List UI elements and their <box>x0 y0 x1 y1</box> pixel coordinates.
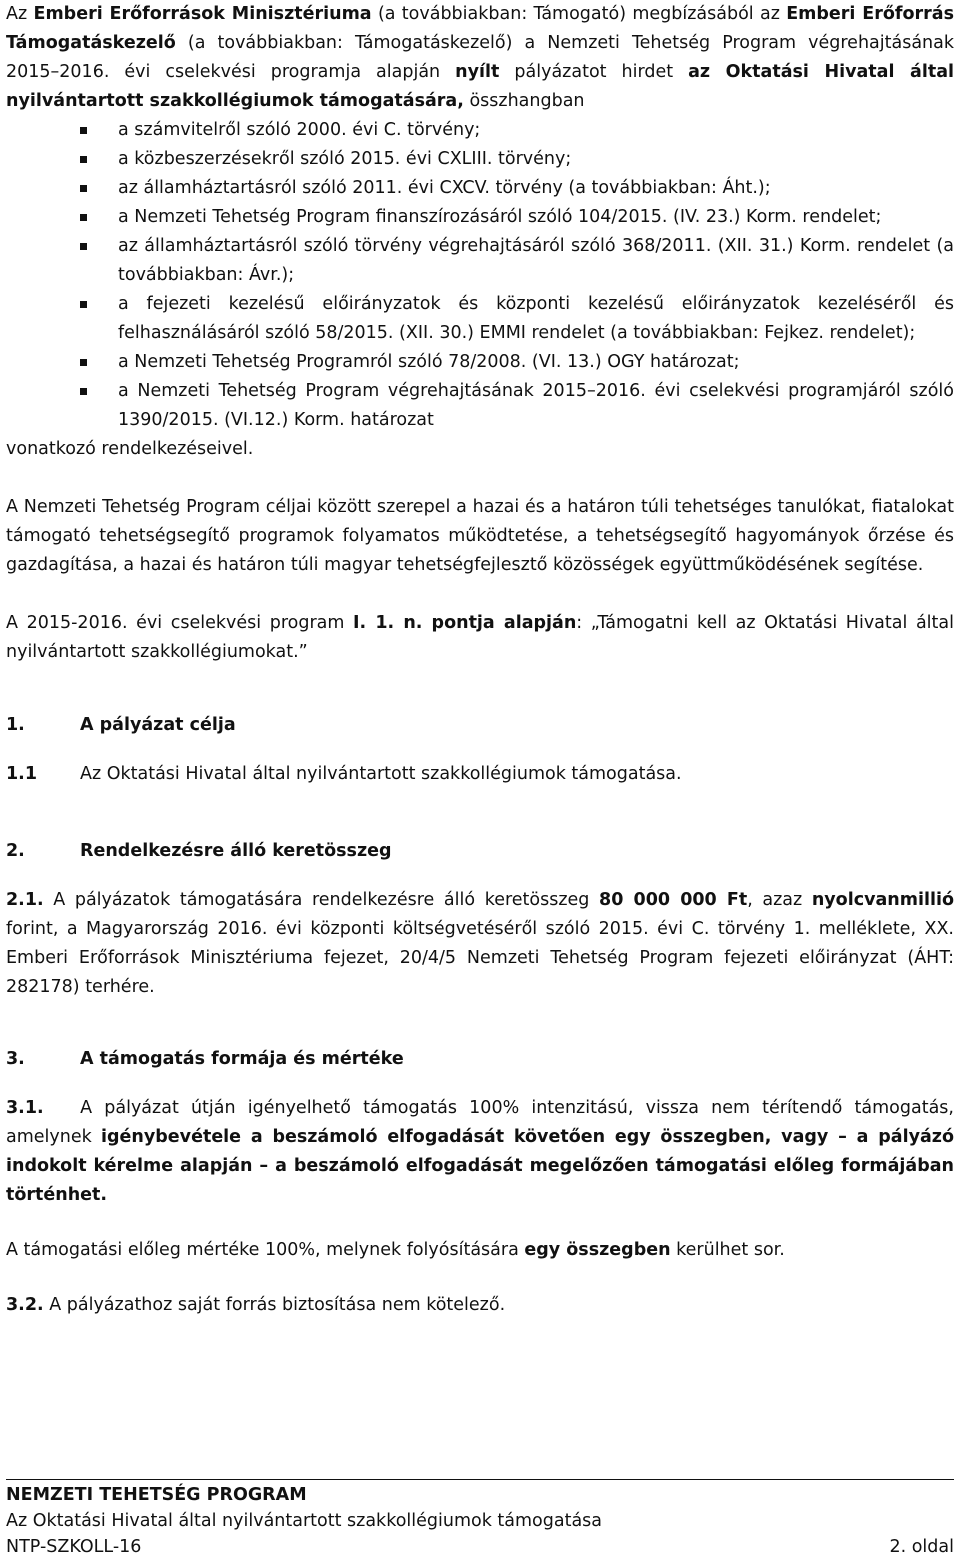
section-title: A pályázat célja <box>80 715 236 735</box>
section-number: 2. <box>6 841 25 861</box>
list-item-text: a közbeszerzésekről szóló 2015. évi CXLIII. törvény; <box>118 149 572 169</box>
list-item-text: a számvitelről szóló 2000. évi C. törvény; <box>118 120 481 140</box>
advance-paragraph <box>6 1236 954 1265</box>
bullet-icon <box>78 174 93 203</box>
budget-amount-words: nyolcvanmillió <box>811 890 954 910</box>
legal-basis-list <box>6 116 954 435</box>
footer-call-title: Az Oktatási Hivatal által nyilvántartott szakkollégiumok támogatása <box>6 1511 603 1531</box>
intro-paragraph <box>6 0 954 116</box>
program-point-paragraph <box>6 609 954 667</box>
list-item <box>6 145 954 174</box>
list-item-text: a Nemzeti Tehetség Programról szóló 78/2008. (VI. 13.) OGY határozat; <box>118 352 740 372</box>
open-call-label: nyílt <box>455 62 500 82</box>
closing-line: vonatkozó rendelkezéseivel. <box>6 439 254 459</box>
section-title: Rendelkezésre álló keretösszeg <box>80 841 392 861</box>
page-number: 2. oldal <box>889 1537 954 1557</box>
list-item-text: az államháztartásról szóló törvény végrehajtásáról szóló 368/2011. (XII. 31.) Korm. rendelet (a továbbiakban: Ávr.); <box>118 236 954 285</box>
list-item <box>6 348 954 377</box>
page-footer <box>6 1479 954 1560</box>
bullet-icon <box>78 203 93 232</box>
section-title: A támogatás formája és mértéke <box>80 1049 404 1069</box>
agency-name: Emberi Erőforrás Támogatáskezelő <box>6 4 954 53</box>
list-item <box>6 203 954 232</box>
list-item-text: az államháztartásról szóló 2011. évi CXCV. törvény (a továbbiakban: Áht.); <box>118 178 771 198</box>
intro-text: Az <box>6 4 34 24</box>
intro-text: (a továbbiakban: Támogató) megbízásából az <box>371 4 787 24</box>
footer-bottom-row <box>6 1534 954 1560</box>
section-number: 3.2. <box>6 1295 44 1315</box>
section-3-1 <box>6 1094 960 1210</box>
section-number: 2.1. <box>6 890 44 910</box>
program-quote: : „Támogatni kell az Oktatási Hivatal által nyilvántartott szakkollégiumokat.” <box>6 613 954 662</box>
bullet-icon <box>78 290 93 319</box>
list-item <box>6 377 954 435</box>
section-1-heading <box>6 711 954 740</box>
document-page <box>6 0 960 1320</box>
call-subject: az Oktatási Hivatal által nyilvántartott szakkollégiumok támogatására, <box>6 62 955 111</box>
section-number: 1. <box>6 715 25 735</box>
section-number: 3.1. <box>6 1098 44 1118</box>
section-emphasis: igénybevétele a beszámoló elfogadását követően egy összegben, vagy – a pályázó indokolt kérelme alapján – a beszámoló elfogadását megelőzően támogatási előleg formájában történhet. <box>6 1127 960 1205</box>
section-number: 1.1 <box>6 764 38 784</box>
section-text: kerülhet sor. <box>670 1240 785 1260</box>
bullet-icon <box>78 232 93 261</box>
program-point-ref: I. 1. n. pontja alapján <box>353 613 577 633</box>
section-text: Az Oktatási Hivatal által nyilvántartott szakkollégiumok támogatása. <box>80 764 682 784</box>
section-text: A pályázathoz saját forrás biztosítása nem kötelező. <box>43 1295 506 1315</box>
section-1-1 <box>6 760 954 789</box>
section-3-2 <box>6 1291 954 1320</box>
program-goal-paragraph: A Nemzeti Tehetség Program céljai között szerepel a hazai és a határon túli tehetséges tanulókat, fiatalokat támogató tehetségsegítő programok folyamatos működtetése, a tehetségsegítő hagyományok őrzése és gazdagítása, a hazai és határon túli magyar tehetségfejlesztő közösségek együttműködésének segítése. <box>6 497 954 575</box>
section-3-heading <box>6 1045 954 1074</box>
ministry-name: Emberi Erőforrások Minisztériuma <box>33 4 372 24</box>
list-item-text: a Nemzeti Tehetség Program végrehajtásának 2015–2016. évi cselekvési programjáról szóló 1390/2015. (VI.12.) Korm. határozat <box>118 381 954 430</box>
section-2-heading <box>6 837 954 866</box>
bullet-icon <box>78 348 93 377</box>
intro-text: pályázatot hirdet <box>499 62 689 82</box>
list-item-text: a Nemzeti Tehetség Program finanszírozásáról szóló 104/2015. (IV. 23.) Korm. rendelet; <box>118 207 882 227</box>
intro-text: összhangban <box>463 91 585 111</box>
section-text: A pályázat útján igényelhető támogatás 100% intenzitású, vissza nem térítendő támogatás, amelynek <box>6 1098 960 1147</box>
list-item <box>6 290 954 348</box>
list-item-text: a fejezeti kezelésű előirányzatok és központi kezelésű előirányzatok kezeléséről és felhasználásáról szóló 58/2015. (XII. 30.) EMMI rendelet (a továbbiakban: Fejkez. rendelet); <box>118 294 954 343</box>
program-text: A 2015-2016. évi cselekvési program <box>6 613 354 633</box>
footer-call-code: NTP-SZKOLL-16 <box>6 1537 142 1557</box>
list-item <box>6 116 954 145</box>
bullet-icon <box>78 377 93 406</box>
budget-amount: 80 000 000 Ft <box>599 890 748 910</box>
section-text: forint, a Magyarország 2016. évi központi költségvetéséről szóló 2015. évi C. törvény 1. melléklete, XX. Emberi Erőforrások Minisztériuma fejezet, 20/4/5 Nemzeti Tehetség Program fejezeti előirányzat (ÁHT: 282178) terhére. <box>6 919 954 997</box>
section-number: 3. <box>6 1049 25 1069</box>
bullet-icon <box>78 116 93 145</box>
list-item <box>6 174 954 203</box>
intro-text: (a továbbiakban: Támogatáskezelő) a Nemzeti Tehetség Program végrehajtásának 2015–2016. évi cselekvési programja alapján <box>6 33 954 82</box>
section-text: , azaz <box>747 890 812 910</box>
section-text: A támogatási előleg mértéke 100%, melynek folyósítására <box>6 1240 525 1260</box>
section-2-1 <box>6 886 954 1002</box>
list-item <box>6 232 954 290</box>
bullet-icon <box>78 145 93 174</box>
section-emphasis: egy összegben <box>524 1240 671 1260</box>
footer-program-name: NEMZETI TEHETSÉG PROGRAM <box>6 1485 307 1505</box>
section-text: A pályázatok támogatására rendelkezésre álló keretösszeg <box>43 890 600 910</box>
